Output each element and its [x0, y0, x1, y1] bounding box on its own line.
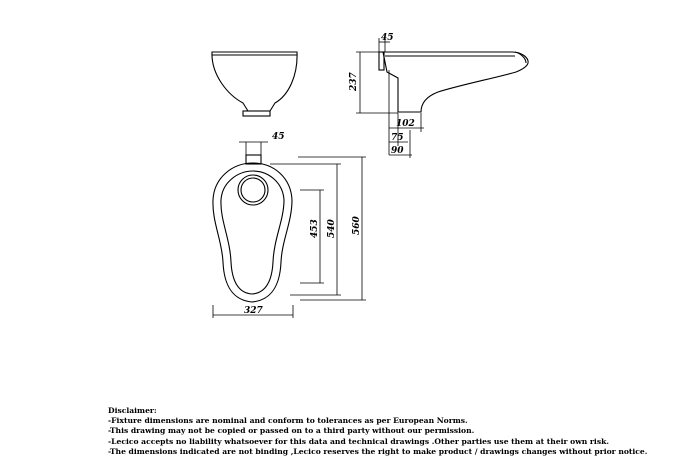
dim-side-102: 102 [396, 119, 415, 129]
plan-drain-inner [241, 178, 265, 202]
dim-side-90: 90 [391, 146, 404, 156]
disclaimer-line: -The dimensions indicated are not binding ,Lecico reserves the right to make product / drawings changes without prior notice. [108, 446, 648, 456]
dim-453: 453 [310, 219, 320, 238]
disclaimer-line: -This drawing may not be copied or passed on to a third party without our permission. [108, 426, 475, 436]
disclaimer-line: -Fixture dimensions are nominal and conform to tolerances as per European Norms. [108, 416, 468, 426]
disclaimer-line: -Lecico accepts no liability whatsoever for this data and technical drawings .Other parties use them at their own risk. [108, 436, 610, 446]
plan-drain-outer [238, 175, 268, 205]
front-bowl-outline [212, 52, 297, 111]
disclaimer [108, 406, 668, 457]
front-view [212, 52, 297, 116]
dim-side-75: 75 [391, 133, 404, 143]
dim-bowl-width: 327 [244, 306, 263, 316]
plan-view [213, 155, 292, 302]
dim-540: 540 [327, 219, 337, 238]
front-outlet [243, 111, 270, 116]
plan-inner-outline [221, 171, 284, 294]
plan-outer-outline [213, 163, 292, 302]
dim-side-45: 45 [381, 33, 394, 43]
side-body-outline [383, 52, 528, 112]
dim-top-pipe: 45 [272, 132, 285, 142]
disclaimer-title: Disclaimer: [108, 406, 157, 415]
dim-side-237: 237 [349, 72, 359, 91]
side-view [379, 52, 528, 112]
dim-560: 560 [352, 216, 362, 235]
